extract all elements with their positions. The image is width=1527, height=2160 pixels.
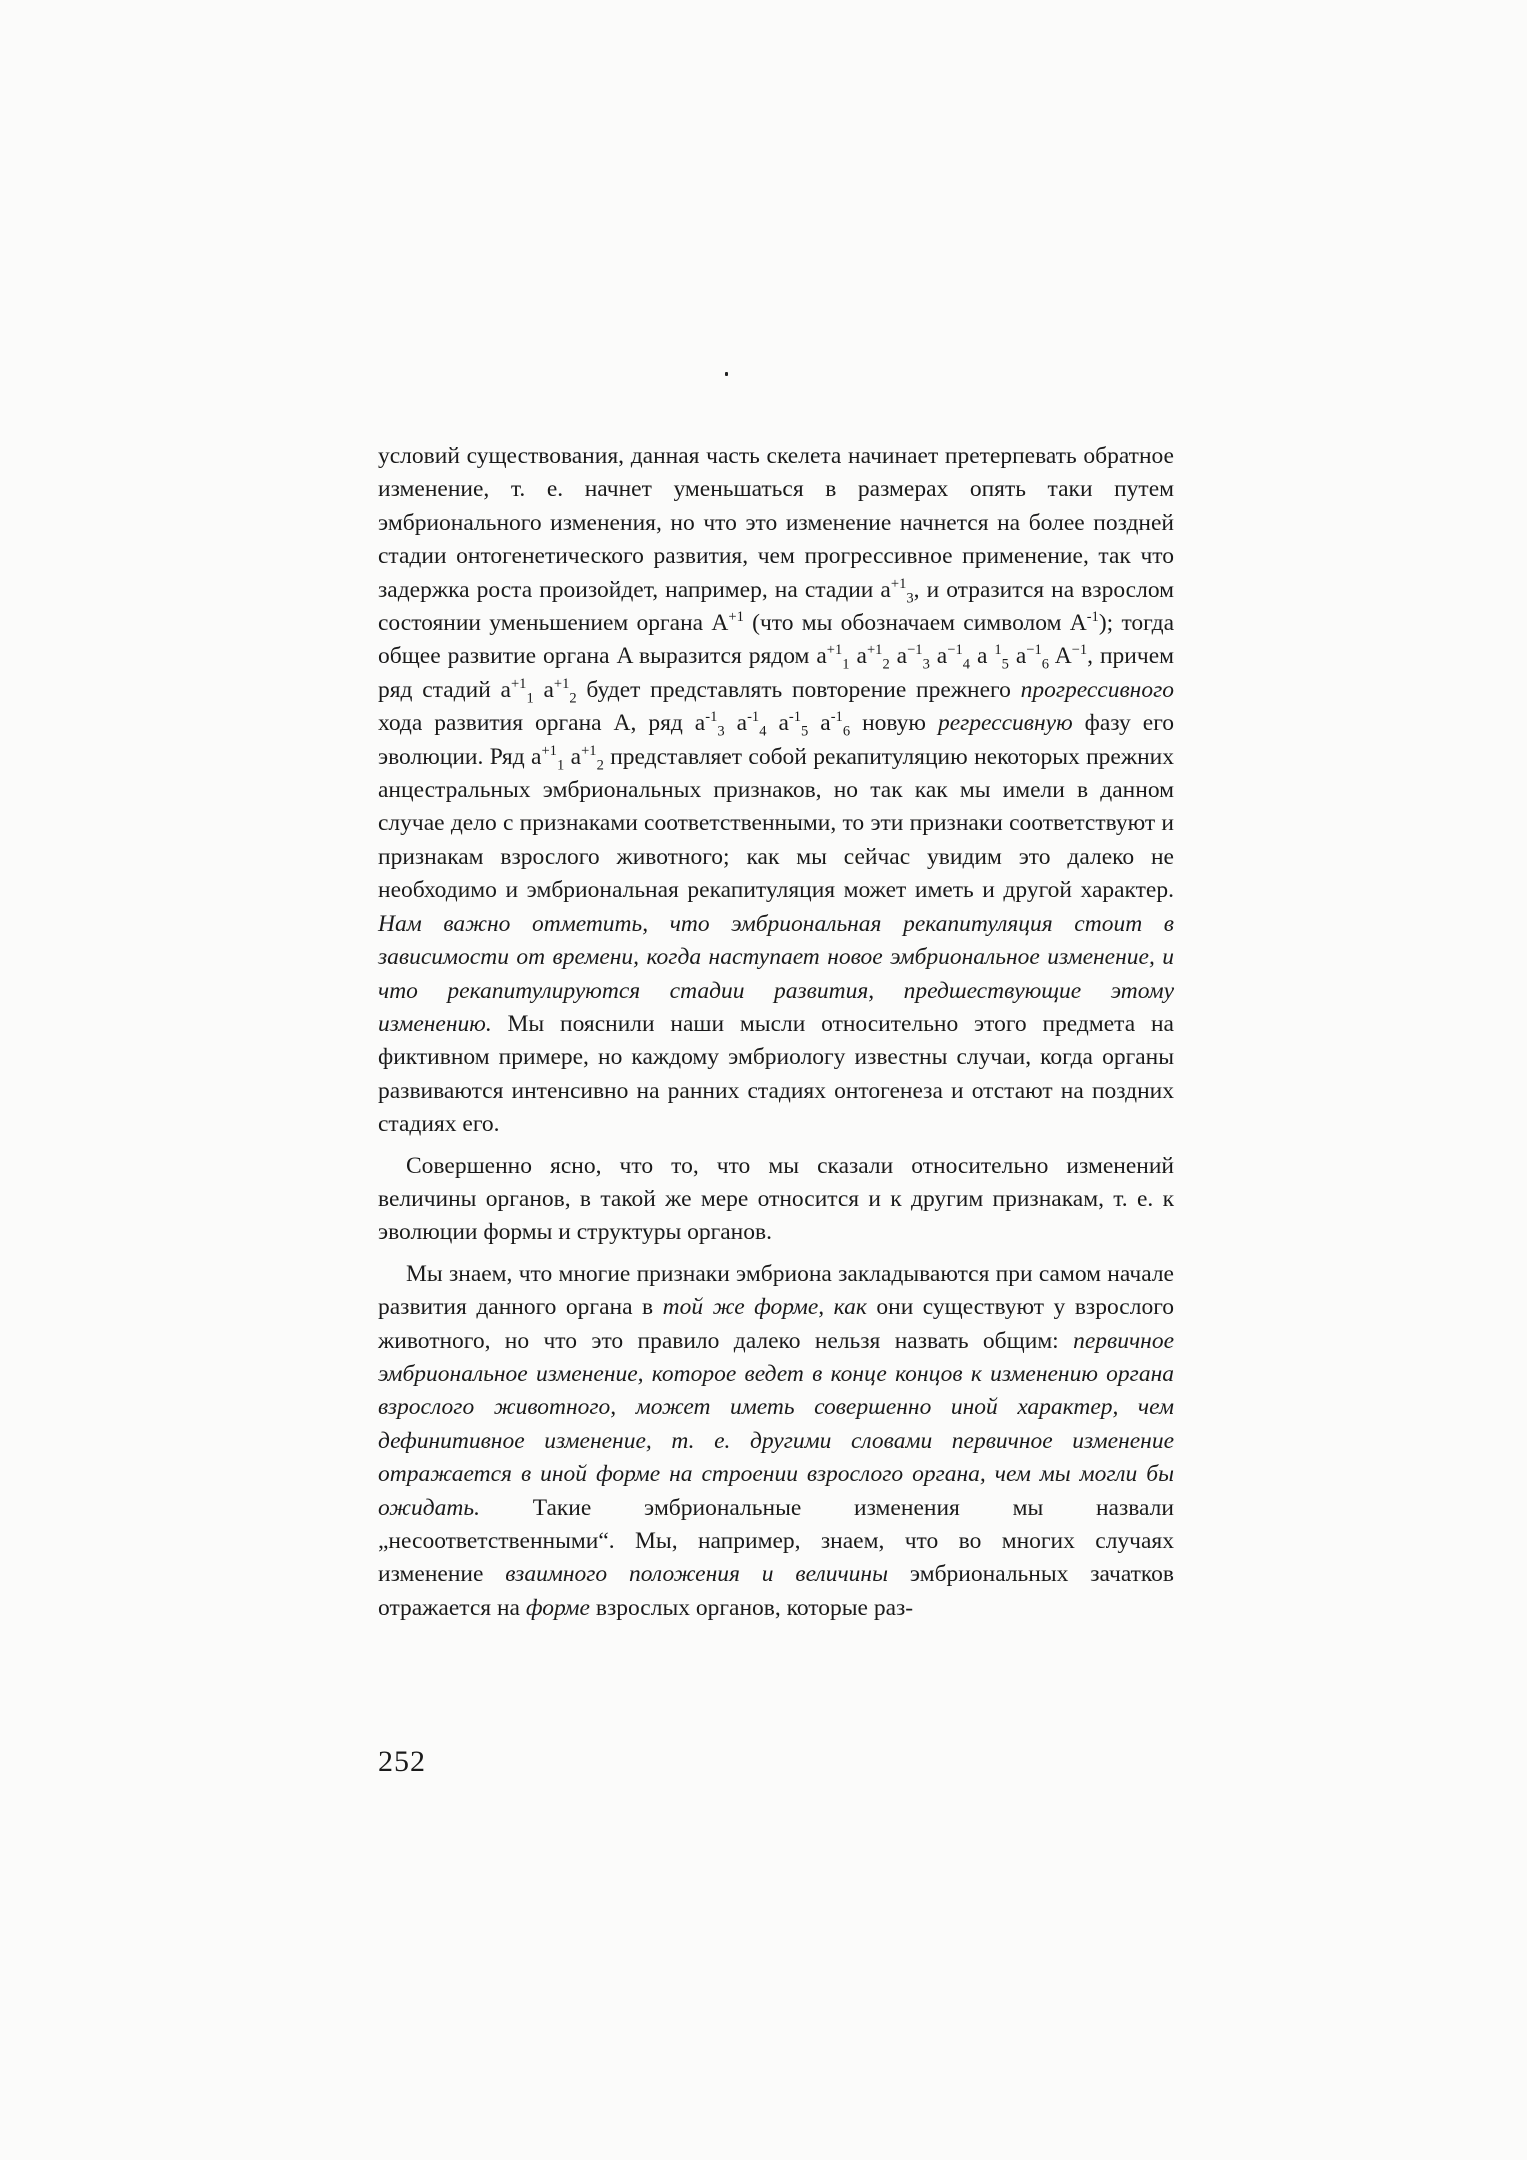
text-run: , причем ряд стадий a bbox=[378, 643, 1175, 703]
italic-text: той же форме, как bbox=[662, 1294, 867, 1321]
text-run: a bbox=[849, 643, 867, 670]
text-run: a bbox=[929, 643, 948, 670]
subscript: 3 bbox=[922, 657, 930, 674]
text-run: представляет собой рекапитуляцию некоторых прежних анцестральных эмбриональных признаков, но так как мы имели в данном случае дело с признаками соответственными, то эти признаки соответствуют и признакам взрослого животного; как мы сейчас увидим это далеко не необходимо и эмбриональная рекапитуляция может иметь и другой характер. bbox=[378, 743, 1174, 904]
text-run: они существуют у взрослого животного, но что это правило далеко нельзя назвать общим: bbox=[378, 1294, 1175, 1354]
paragraph bbox=[378, 440, 1174, 1142]
text-run: Совершенно ясно, что то, что мы сказали относительно изменений величины органов, в такой же мере относится и к другим признакам, т. е. к эволюции формы и структуры органов. bbox=[378, 1152, 1174, 1246]
text-run: a bbox=[808, 710, 831, 737]
italic-text: прогрессивного bbox=[1020, 676, 1174, 703]
superscript: +1 bbox=[728, 609, 744, 626]
text-run: a bbox=[970, 643, 995, 670]
text-run: (что мы обозначаем символом A bbox=[743, 610, 1087, 637]
text-run: a bbox=[889, 643, 908, 670]
superscript: −1 bbox=[947, 642, 963, 659]
superscript: +1 bbox=[866, 642, 883, 659]
italic-text: взаимного положения и величины bbox=[505, 1561, 888, 1588]
subscript: 4 bbox=[962, 657, 971, 674]
text-run: эмбриональных зачатков отражается на bbox=[378, 1561, 1175, 1621]
superscript: -1 bbox=[1086, 609, 1099, 626]
superscript: +1 bbox=[541, 742, 557, 759]
text-run: ); тогда общее развитие органа A выразится рядом a bbox=[378, 610, 1175, 670]
subscript: 1 bbox=[526, 690, 534, 707]
paragraph bbox=[378, 1258, 1174, 1625]
text-run: a bbox=[564, 743, 582, 770]
text-run: хода развития органа A, ряд a bbox=[378, 710, 706, 737]
text-run: , и отразится на взрослом состоянии уменьшением органа A bbox=[378, 576, 1174, 637]
italic-text: регрессивную bbox=[937, 710, 1073, 737]
text-run: взрослых органов, которые раз- bbox=[589, 1594, 914, 1621]
text-run: a bbox=[533, 676, 554, 703]
text-run: Мы знаем, что многие признаки эмбриона закладываются при самом начале развития данного органа в bbox=[378, 1260, 1174, 1321]
subscript: 2 bbox=[882, 657, 890, 674]
subscript: 5 bbox=[801, 723, 809, 740]
text-run: новую bbox=[850, 710, 938, 737]
superscript: -1 bbox=[788, 709, 802, 726]
subscript: 1 bbox=[842, 657, 850, 674]
text-run: A bbox=[1049, 643, 1072, 670]
superscript: +1 bbox=[826, 642, 843, 659]
subscript: 5 bbox=[1001, 657, 1009, 674]
italic-text: первичное эмбриональное изменение, которое ведет в конце концов к изменению органа взрослого животного, может иметь совершенно иной характер, чем дефинитивное изменение, т. е. другими словами первичное изменение отражается в иной форме на строении взрослого органа, чем мы могли бы ожидать. bbox=[378, 1327, 1174, 1521]
page-number: 252 bbox=[378, 1745, 426, 1778]
subscript: 4 bbox=[759, 723, 767, 740]
text-run: фазу его эволюции. Ряд a bbox=[378, 710, 1174, 770]
italic-text: Нам важно отметить, что эмбриональная рекапитуляция стоит в зависимости от времени, когда наступает новое эмбриональное изменение, и что рекапитулируются стадии развития, предшествующие этому изменению. bbox=[378, 910, 1174, 1037]
text-run: Мы пояснили наши мысли относительно этого предмета на фиктивном примере, но каждому эмбриологу известны случаи, когда органы развиваются интенсивно на ранних стадиях онтогенеза и отстают на поздних стадиях его. bbox=[378, 1010, 1174, 1138]
subscript: 6 bbox=[842, 723, 851, 740]
text-run: a bbox=[1008, 643, 1027, 670]
text-run: a bbox=[724, 710, 748, 737]
subscript: 2 bbox=[596, 757, 604, 774]
subscript: 6 bbox=[1041, 657, 1050, 674]
superscript: +1 bbox=[890, 575, 907, 592]
text-run: будет представлять повторение прежнего bbox=[576, 676, 1021, 703]
superscript: 1 bbox=[994, 642, 1002, 659]
text-run: Такие эмбриональные изменения мы назвали „несоответственными“. Мы, например, знаем, что во многих случаях изменение bbox=[378, 1494, 1174, 1588]
text-run: условий существования, данная часть скелета начинает претерпевать обратное изменение, т. е. начнет уменьшаться в размерах опять таки путем эмбрионального изменения, но что это изменение начнется на более поздней стадии онтогенетического развития, чем прогрессивное применение, так что задержка роста произойдет, например, на стадии a bbox=[378, 443, 1174, 603]
subscript: 1 bbox=[556, 757, 565, 774]
subscript: 2 bbox=[569, 690, 577, 707]
superscript: -1 bbox=[705, 709, 718, 726]
body-text bbox=[378, 440, 1174, 1625]
superscript: +1 bbox=[581, 742, 597, 759]
subscript: 3 bbox=[906, 590, 914, 607]
italic-text: форме bbox=[525, 1594, 590, 1621]
subscript: 3 bbox=[717, 723, 725, 740]
superscript: -1 bbox=[747, 709, 760, 726]
superscript: −1 bbox=[1026, 642, 1042, 659]
text-run: a bbox=[766, 710, 789, 737]
paragraph bbox=[378, 1150, 1174, 1250]
superscript: −1 bbox=[1071, 642, 1088, 659]
print-speck bbox=[725, 372, 728, 376]
superscript: +1 bbox=[553, 676, 570, 693]
superscript: -1 bbox=[830, 709, 843, 726]
superscript: −1 bbox=[907, 642, 923, 659]
superscript: +1 bbox=[510, 676, 527, 693]
